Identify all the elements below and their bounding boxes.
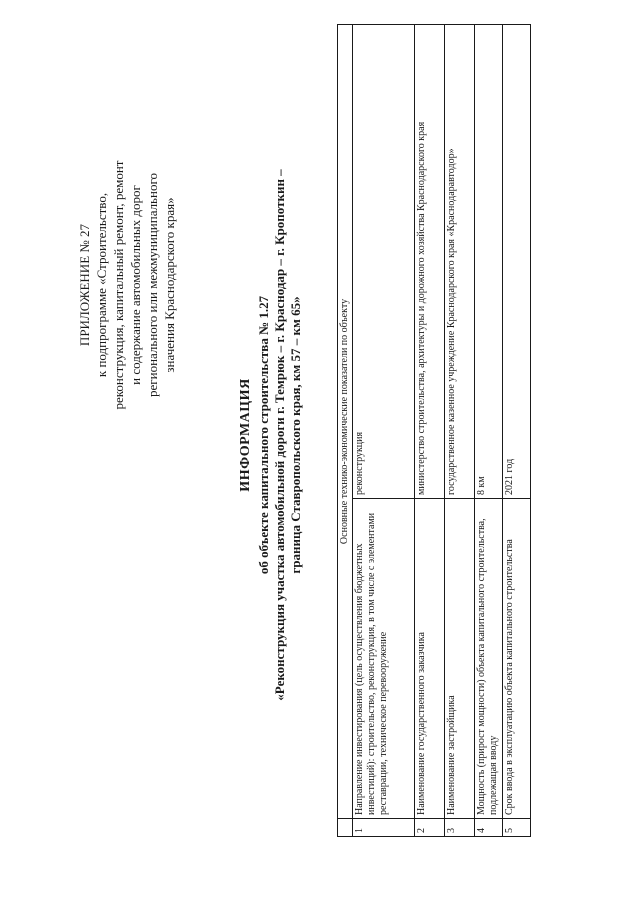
row-value: государственное казенное учреждение Краснодарского края «Краснодаравтодор»	[445, 24, 475, 498]
table-header-row	[338, 24, 353, 836]
row-value: 2021 год	[503, 24, 531, 498]
row-name: Наименование застройщика	[445, 499, 475, 819]
row-value: 8 км	[475, 24, 503, 498]
appendix-line: реконструкция, капитальный ремонт, ремонт	[111, 160, 126, 410]
appendix-line: к подпрограмме «Строительство,	[94, 192, 109, 378]
appendix-line: ПРИЛОЖЕНИЕ № 27	[77, 223, 92, 347]
title-line: «Реконструкция участка автомобильной дороги г. Темрюк – г. Краснодар – г. Кропоткин –	[272, 169, 287, 701]
row-number: 3	[445, 819, 475, 837]
row-name: Направление инвестирования (цель осуществления бюджетных инвестиций): строительство, реконструкция, в том числе с элементами реставрации, техническое перевооружение	[353, 499, 415, 819]
appendix-line: значения Краснодарского края»	[162, 197, 177, 373]
table-row	[475, 24, 503, 836]
header-spacer-cell	[338, 819, 353, 837]
row-name: Срок ввода в эксплуатацию объекта капитального строительства	[503, 499, 531, 819]
table-row	[353, 24, 415, 836]
table-row	[503, 24, 531, 836]
appendix-line: и содержание автомобильных дорог	[128, 185, 143, 385]
row-name: Наименование государственного заказчика	[415, 499, 445, 819]
row-number: 2	[415, 819, 445, 837]
table-row	[445, 24, 475, 836]
row-value: министерство строительства, архитектуры и дорожного хозяйства Краснодарского края	[415, 24, 445, 498]
row-value: реконструкция	[353, 24, 415, 498]
row-number: 1	[353, 819, 415, 837]
row-name: Мощность (прирост мощности) объекта капитального строительства, подлежащая вводу	[475, 499, 503, 819]
title-line: об объекте капитального строительства № 1.27	[256, 295, 271, 575]
indicators-table	[337, 24, 531, 837]
row-number: 4	[475, 819, 503, 837]
title-line: граница Ставропольского края, км 57 – км 65»	[288, 296, 303, 574]
appendix-note	[76, 120, 178, 450]
table-header: Основные технико-экономические показатели по объекту	[338, 24, 353, 818]
appendix-line: регионального или межмуниципального	[145, 173, 160, 397]
title-heading: ИНФОРМАЦИЯ	[238, 378, 253, 492]
document-title	[238, 95, 304, 775]
row-number: 5	[503, 819, 531, 837]
table-row	[415, 24, 445, 836]
